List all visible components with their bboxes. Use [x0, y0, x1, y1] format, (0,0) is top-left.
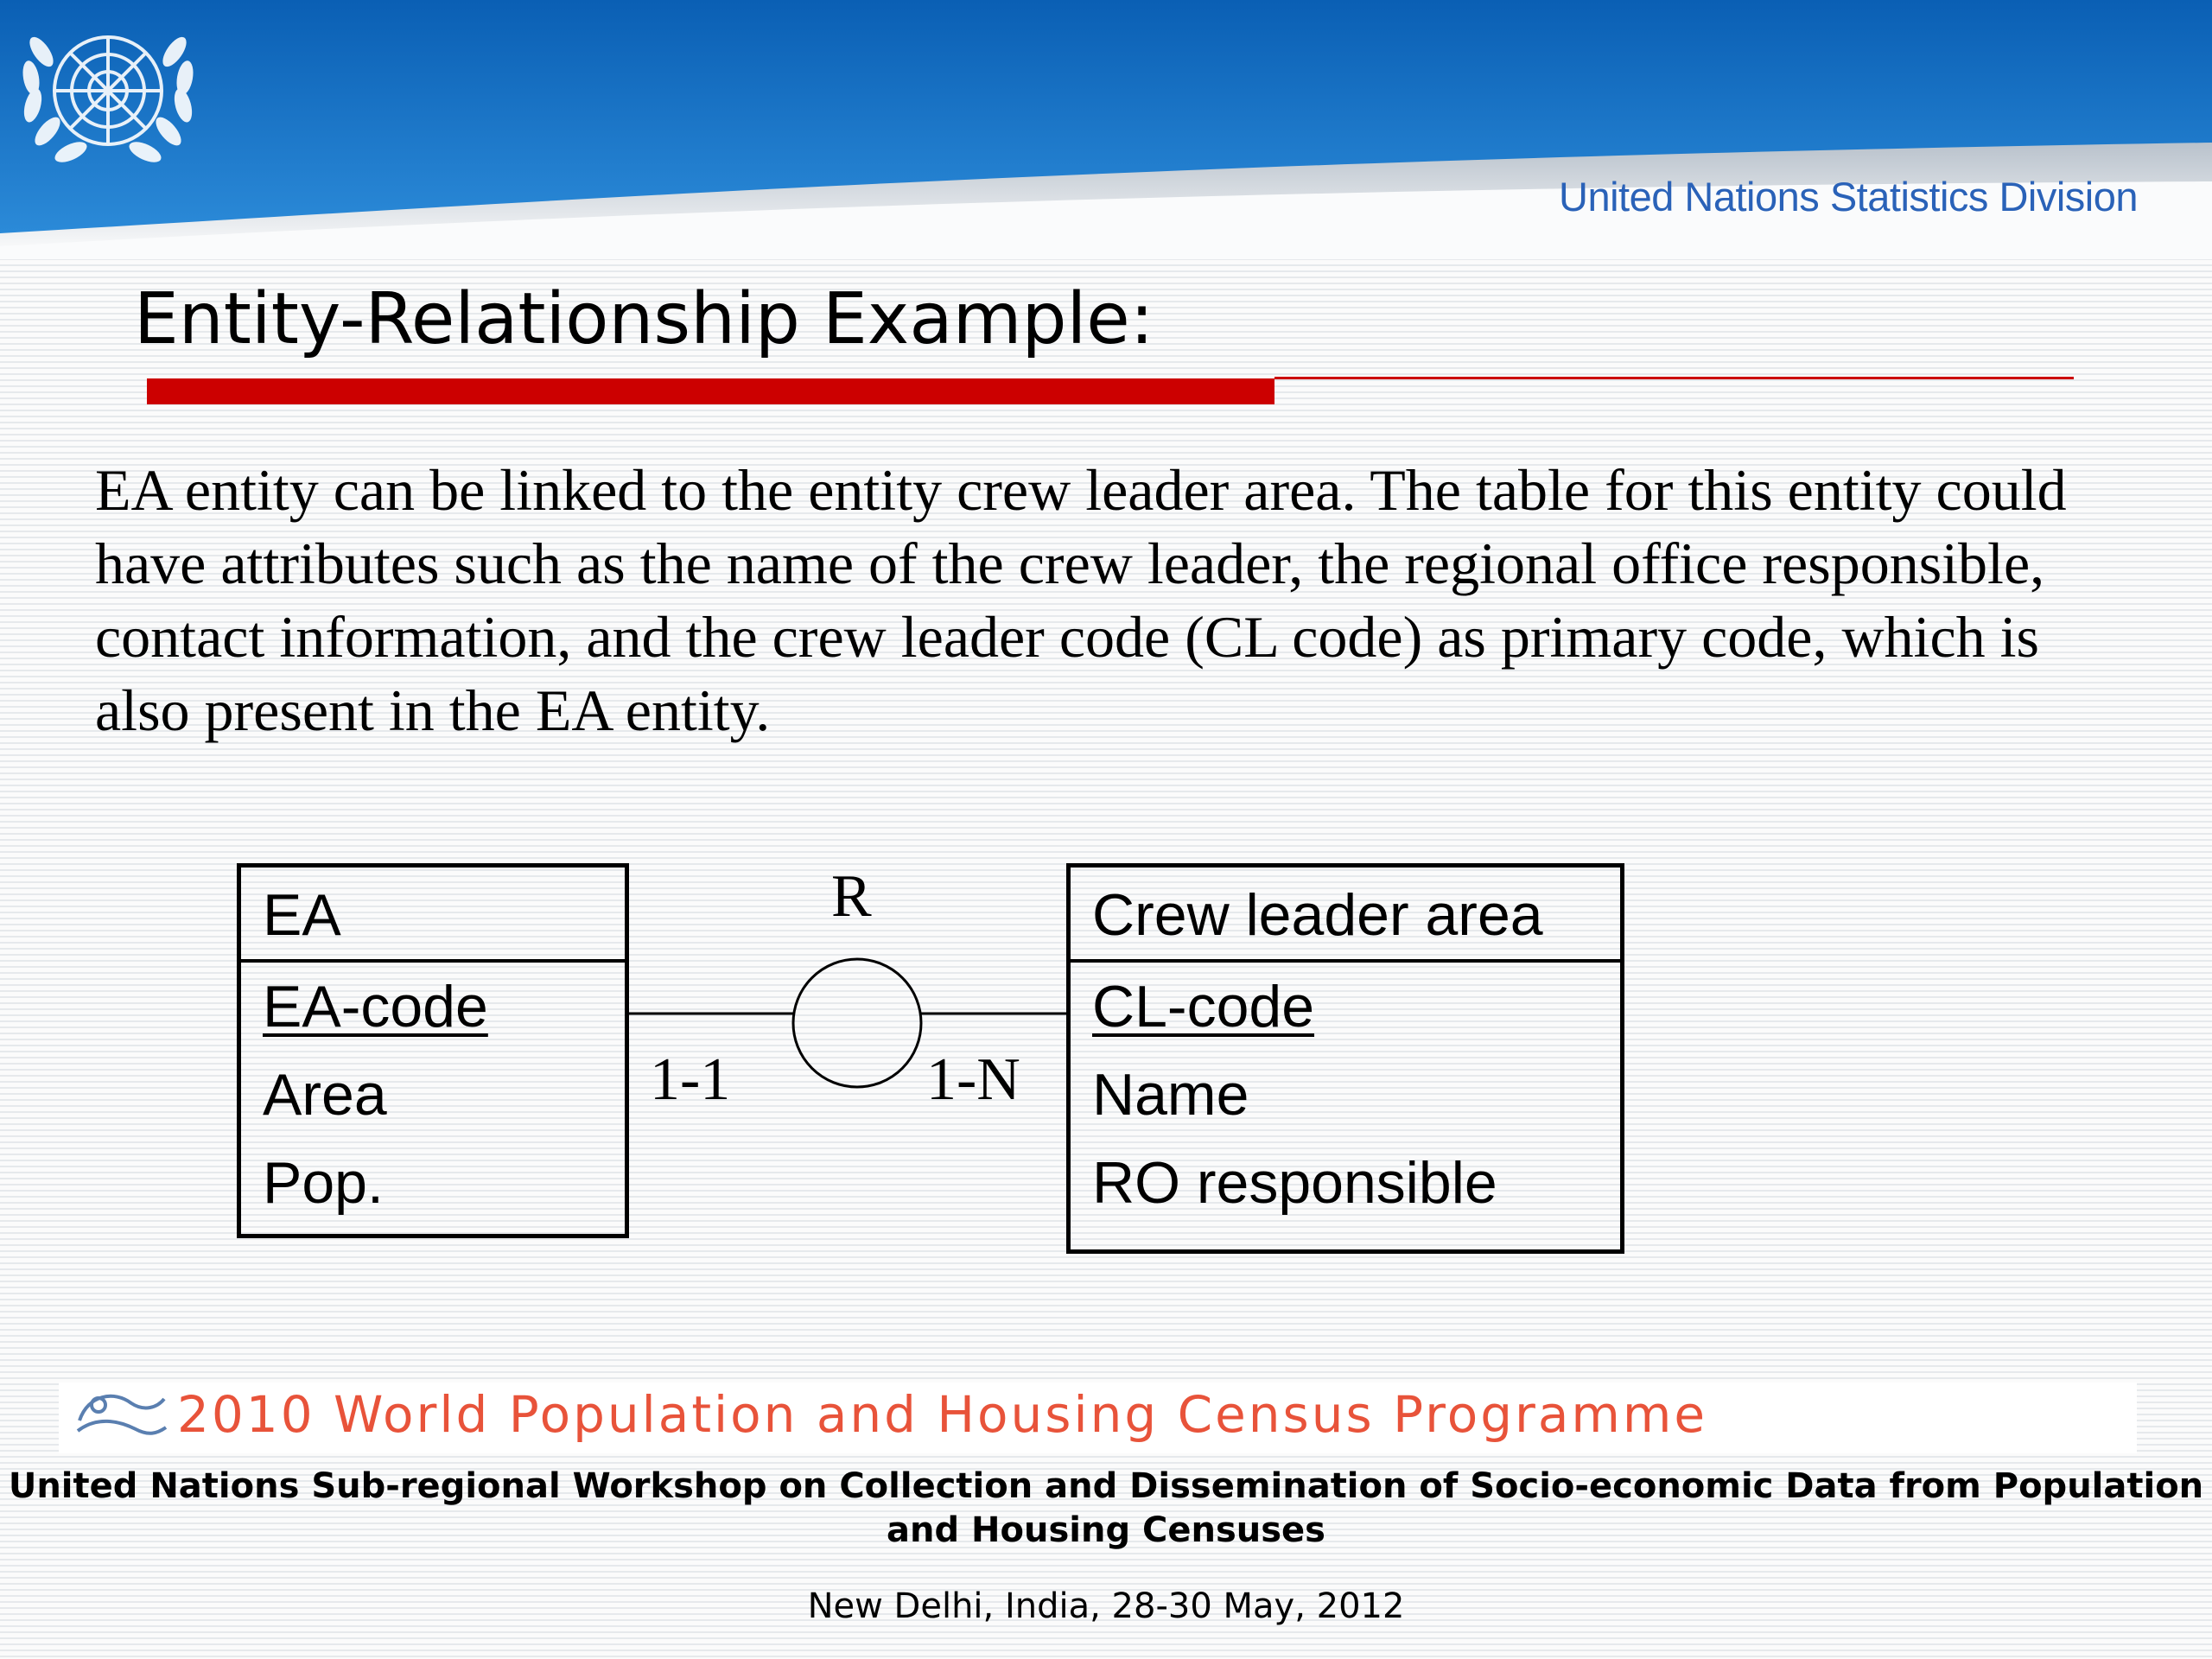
census-programme-title: 2010 World Population and Housing Census Programme [177, 1385, 1708, 1444]
body-paragraph: EA entity can be linked to the entity crew leader area. The table for this entity could have attributes such as the name of the crew leader, the regional office responsible, contact information, and the crew leader code (CL code) as primary code, which is also present in the EA entity. [95, 457, 2067, 743]
venue-date: New Delhi, India, 28-30 May, 2012 [807, 1586, 1405, 1626]
left-cardinality-label: 1-1 [650, 1046, 731, 1113]
entity-ea-key [241, 963, 625, 1051]
entity-ea-key-text: EA-code [263, 974, 488, 1039]
right-cardinality-label: 1-N [926, 1046, 1020, 1113]
entity-crew-leader-area [1066, 863, 1624, 1254]
entity-crew-leader-area-attribute: RO responsible [1092, 1150, 1497, 1216]
census-programme-icon [71, 1386, 170, 1446]
entity-crew-leader-area-key [1071, 963, 1620, 1051]
relationship-circle [793, 959, 921, 1087]
entity-ea-attribute: Pop. [263, 1150, 384, 1216]
organization-name: United Nations Statistics Division [1559, 174, 2138, 219]
entity-crew-leader-area-attribute: Name [1092, 1062, 1249, 1128]
slide-title: Entity-Relationship Example: [134, 278, 1154, 360]
entity-ea-name: EA [241, 868, 625, 963]
workshop-title: United Nations Sub-regional Workshop on Collection and Dissemination of Socio-economic Data from Population and Housing Censuses [8, 1466, 2204, 1550]
entity-ea [237, 863, 629, 1238]
relationship-label: R [831, 863, 872, 930]
entity-crew-leader-area-name: Crew leader area [1071, 868, 1620, 963]
entity-ea-attribute: Area [263, 1062, 387, 1128]
entity-crew-leader-area-key-text: CL-code [1092, 974, 1315, 1039]
